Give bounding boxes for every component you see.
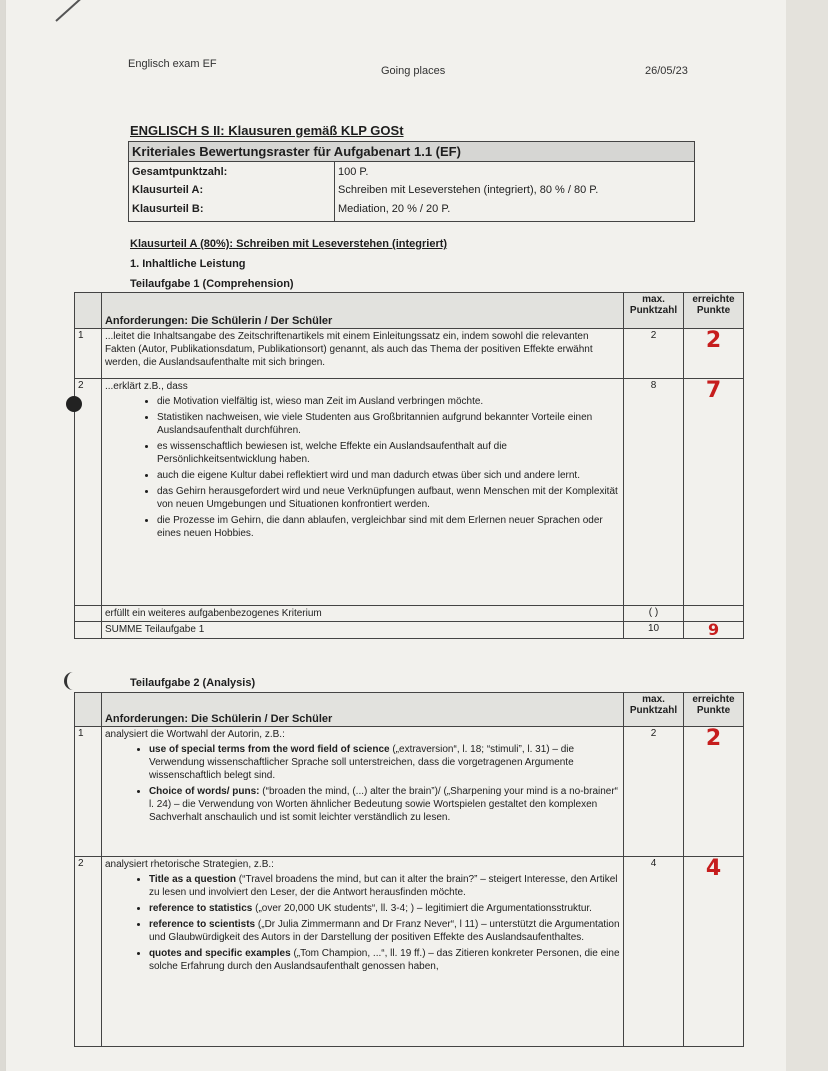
criteria-label-total: Gesamtpunktzahl: <box>132 166 228 178</box>
task1-bullet-2: • Statistiken nachweisen, wie viele Studenten aus Großbritannien aufgrund bekannter Vorteile einen Auslandsaufenthalt durchführen. <box>157 411 620 437</box>
task1-bullet-6: • die Prozesse im Gehirn, die dann ablaufen, vergleichbar sind mit dem Erlernen neuer Sprachen oder eines neuen Hobbies. <box>157 514 620 540</box>
criteria-value-total: 100 P. <box>338 166 369 178</box>
section-heading: 1. Inhaltliche Leistung <box>130 258 246 270</box>
task1-header-num <box>75 293 102 329</box>
task1-extra-text: erfüllt ein weiteres aufgabenbezogenes Kriterium <box>101 606 623 622</box>
task1-sum-score: 9 <box>684 622 744 639</box>
task2-row2-bullet-2-lead: reference to statistics <box>148 903 253 914</box>
task2-row1-bullet-1 <box>149 743 620 782</box>
document-title: ENGLISCH S II: Klausuren gemäß KLP GOSt <box>130 123 404 138</box>
task2-max-header-2: Punktzahl <box>629 705 678 716</box>
criteria-label-b: Klausurteil B: <box>132 203 204 215</box>
task1-row2-max: 8 <box>624 379 684 606</box>
task1-row2-num: 2 <box>75 379 102 606</box>
task2-row1-score: 2 <box>684 727 744 857</box>
task2-row2-bullet-3-rest: („Dr Julia Zimmermann and Dr Franz Never“, l 11) – unterstützt die Argumentation und Glaubwürdigkeit des Autors in der Darstellung der positiven Effekte des Auslandsaufenthaltes. <box>148 919 620 943</box>
task1-row-2 <box>75 379 744 606</box>
task2-row2-bullet-1-rest: (“Travel broadens the mind, but can it alter the brain?” – steigert Interesse, den Artikel zu lesen und involviert den Leser, der die Antwort herausfinden möchte. <box>148 874 618 898</box>
task2-row1-max: 2 <box>624 727 684 857</box>
task2-max-header-1: max. <box>642 694 665 705</box>
task1-header-row <box>75 293 744 329</box>
task2-row2-content <box>101 857 623 1047</box>
task2-row2-num: 2 <box>75 857 102 1047</box>
task1-extra-num <box>75 606 102 622</box>
task1-row2-content <box>101 379 623 606</box>
task2-table <box>74 692 744 1047</box>
criteria-label-a: Klausurteil A: <box>132 184 204 196</box>
task2-row1-bullet-2 <box>149 785 620 824</box>
task1-sum-text: SUMME Teilaufgabe 1 <box>101 622 623 639</box>
task2-row2-bullet-1-lead: Title as a question <box>148 874 237 885</box>
task2-got-header-1: erreichte <box>692 694 735 705</box>
criteria-value-b: Mediation, 20 % / 20 P. <box>338 203 451 215</box>
task1-title: Teilaufgabe 1 (Comprehension) <box>130 278 294 290</box>
task1-bullet-1: • die Motivation vielfältig ist, wieso man Zeit im Ausland verbringen möchte. <box>157 395 620 408</box>
task1-row2-score: 7 <box>684 379 744 606</box>
task2-row1-bullet-2-rest: (“broaden the mind, (...) alter the brain”)/ („Sharpening your mind is a no-brainer“ l. 24) – die Verwendung von Worten ähnlicher Bedeutung sowie Wortspielen gestaltet den komplexen Sachverhalt anschaulich und ist somit leichter verständlich zu lesen. <box>148 786 619 823</box>
task2-row2-bullet-4-lead: quotes and specific examples <box>148 948 291 959</box>
task1-extra-max: ( ) <box>624 606 684 622</box>
criteria-divider <box>334 162 335 221</box>
task2-row2-bullets <box>105 873 620 973</box>
task1-row1-num: 1 <box>75 329 102 379</box>
task1-bullet-5: • das Gehirn herausgefordert wird und neue Verknüpfungen aufbaut, wenn Menschen mit der Komplexität von neuen Umgebungen und Situationen konfrontiert werden. <box>157 485 620 511</box>
task2-row2-score: 4 <box>684 857 744 1047</box>
task1-row1-text: ...leitet die Inhaltsangabe des Zeitschriftenartikels mit einem Einleitungssatz ein, indem sowohl die relevanten Fakten (Autor, Publikationsdatum, Publikationsort) genannt, als auch das Thema der positiven Effekte erwähnt werden, die Auslandsaufenthalte mit sich bringen. <box>101 329 623 379</box>
header-left: Englisch exam EF <box>128 58 217 70</box>
criteria-heading: Kriteriales Bewertungsraster für Aufgabenart 1.1 (EF) <box>129 142 694 162</box>
criteria-box <box>128 141 695 222</box>
part-a-title: Klausurteil A (80%): Schreiben mit Leseverstehen (integriert) <box>130 238 448 250</box>
pen-curve-mark <box>64 672 79 690</box>
task1-max-header <box>624 293 684 329</box>
task2-row2-bullet-3-lead: reference to scientists <box>148 919 256 930</box>
task2-row2-bullet-4-rest: („Tom Champion, ...“, ll. 19 ff.) – das Zitieren konkreter Personen, die eine solche Erfahrung durch den Auslandsaufenthalt genossen haben, <box>148 948 620 972</box>
task2-row2-bullet-2-rest: („over 20,000 UK students“, ll. 3-4; ) – legitimiert die Argumentationsstruktur. <box>252 903 592 914</box>
header-center: Going places <box>381 65 446 77</box>
task1-bullet-3: • es wissenschaftlich bewiesen ist, welche Effekte ein Auslandsaufenthalt auf die Persönlichkeitsentwicklung haben. <box>157 440 620 466</box>
task1-sum-max: 10 <box>624 622 684 639</box>
header-right: 26/05/23 <box>645 65 688 77</box>
task1-req-header: Anforderungen: Die Schülerin / Der Schüler <box>101 293 623 329</box>
task1-got-header-2: Punkte <box>696 305 731 316</box>
task2-got-header <box>684 693 744 727</box>
task2-row1-bullet-2-lead: Choice of words/ puns: <box>148 786 260 797</box>
task1-sum-num <box>75 622 102 639</box>
task2-row1-num: 1 <box>75 727 102 857</box>
task1-row1-score: 2 <box>684 329 744 379</box>
task1-sum-row <box>75 622 744 639</box>
task2-row2-max: 4 <box>624 857 684 1047</box>
task1-row1-max: 2 <box>624 329 684 379</box>
task2-max-header <box>624 693 684 727</box>
criteria-value-a: Schreiben mit Leseverstehen (integriert), 80 % / 80 P. <box>338 184 599 196</box>
task2-header-num <box>75 693 102 727</box>
task2-got-header-2: Punkte <box>696 705 731 716</box>
task2-row2-intro: analysiert rhetorische Strategien, z.B.: <box>104 859 274 870</box>
task2-row1-intro: analysiert die Wortwahl der Autorin, z.B.: <box>104 729 285 740</box>
task1-table <box>74 292 744 639</box>
task2-row2-bullet-3 <box>149 918 620 944</box>
task2-row2-bullet-1 <box>149 873 620 899</box>
task2-row2-bullet-2 <box>149 902 620 915</box>
task1-max-header-1: max. <box>642 294 665 305</box>
task1-got-header-1: erreichte <box>692 294 735 305</box>
task1-row2-intro: ...erklärt z.B., dass <box>104 381 188 392</box>
task2-row-2 <box>75 857 744 1047</box>
task2-row1-bullet-1-rest: („extraversion“, l. 18; “stimuli”, l. 31) – die Verwendung wissenschaftlicher Sprache soll unterstreichen, dass die vorgetragenen Argumente wissenschaftlich belegt sind. <box>148 744 575 781</box>
task1-got-header <box>684 293 744 329</box>
pen-blot-mark <box>66 396 82 412</box>
task1-row2-bullets <box>105 395 620 540</box>
task2-row1-content <box>101 727 623 857</box>
task1-extra-row <box>75 606 744 622</box>
task2-title: Teilaufgabe 2 (Analysis) <box>130 677 256 689</box>
task2-row2-bullet-4 <box>149 947 620 973</box>
background-strip <box>786 0 828 1071</box>
task2-row-1 <box>75 727 744 857</box>
task1-max-header-2: Punktzahl <box>629 305 678 316</box>
task2-header-row <box>75 693 744 727</box>
task2-req-header: Anforderungen: Die Schülerin / Der Schüler <box>101 693 623 727</box>
task2-row1-bullet-1-lead: use of special terms from the word field of science <box>148 744 390 755</box>
task1-row-1 <box>75 329 744 379</box>
task2-row1-bullets <box>105 743 620 824</box>
task1-bullet-4: • auch die eigene Kultur dabei reflektiert wird und man dadurch etwas über sich und andere lernt. <box>157 469 620 482</box>
